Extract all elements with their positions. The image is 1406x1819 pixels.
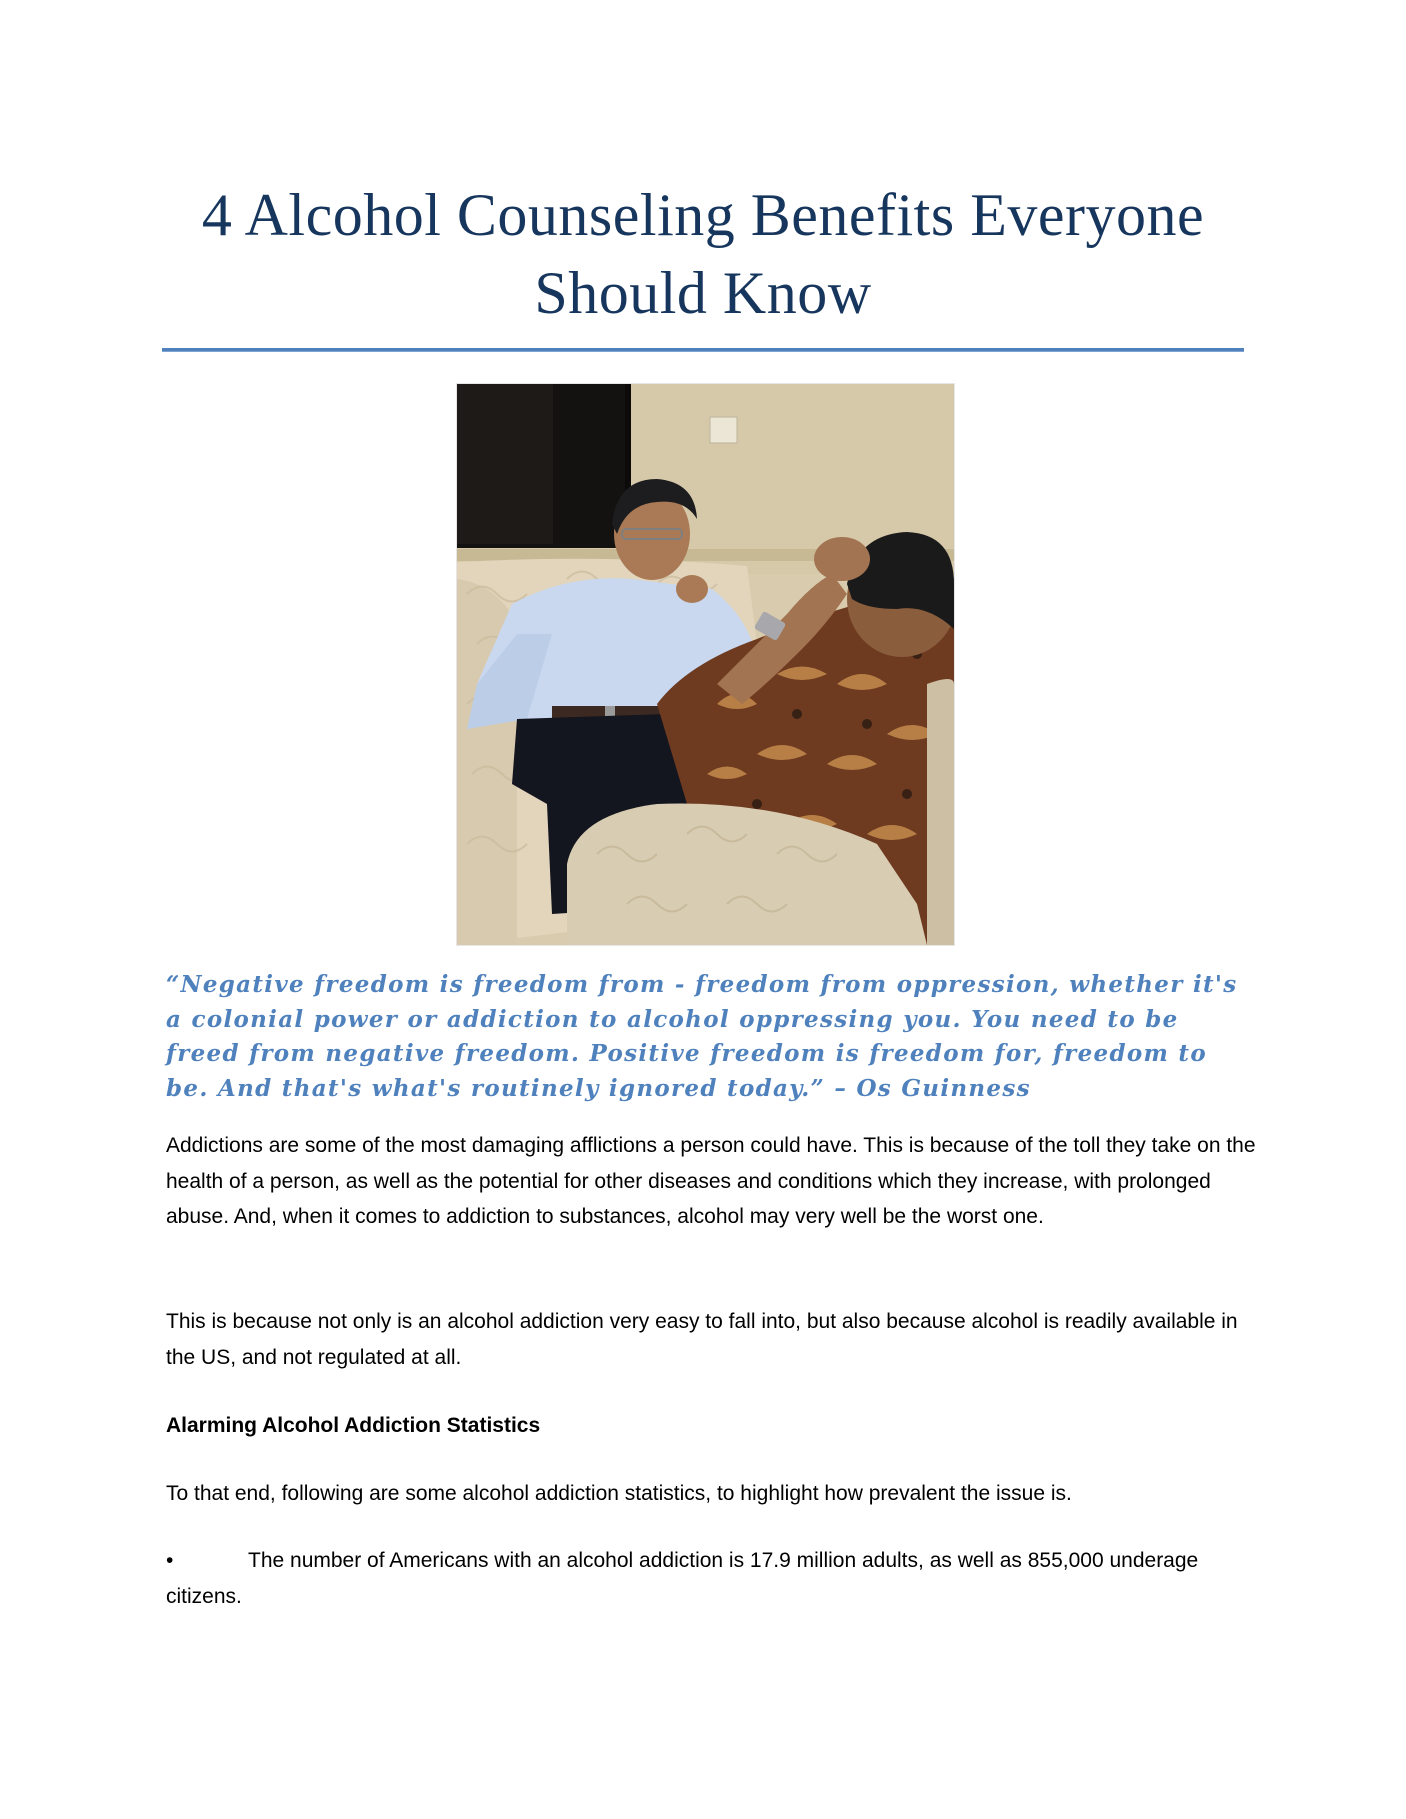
paragraph-1: Addictions are some of the most damaging afflictions a person could have. This is because of the toll they take on the health of a person, as well as the potential for other diseases and conditions which they increase, with prolonged abuse. And, when it comes to addiction to substances, alcohol may very well be the worst one. [166,1134,1256,1228]
bullet-text: The number of Americans with an alcohol addiction is 17.9 million adults, as well as 855,000 underage citizens. [166,1549,1199,1608]
statistics-intro: To that end, following are some alcohol addiction statistics, to highlight how prevalent the issue is. [166,1482,1072,1505]
counseling-photo [456,383,955,946]
title-divider [162,348,1244,352]
bullet-icon: • [166,1549,174,1572]
page-title [162,176,1244,332]
title-line-2: Should Know [534,260,872,326]
title-line-1: 4 Alcohol Counseling Benefits Everyone [201,182,1205,248]
section-heading-statistics: Alarming Alcohol Addiction Statistics [166,1414,541,1437]
photo-icon [457,384,954,945]
paragraph-2: This is because not only is an alcohol addiction very easy to fall into, but also because alcohol is readily available in the US, and not regulated at all. [166,1310,1238,1369]
quote-block: “Negative freedom is freedom from - freedom from oppression, whether it's a colonial power or addiction to alcohol oppressing you. You need to be freed from negative freedom. Positive freedom is freedom for, freedom to be. And that's what's routinely ignored today.” – Os Guinness [166,971,1238,1102]
bullet-list-item [166,1543,1256,1614]
